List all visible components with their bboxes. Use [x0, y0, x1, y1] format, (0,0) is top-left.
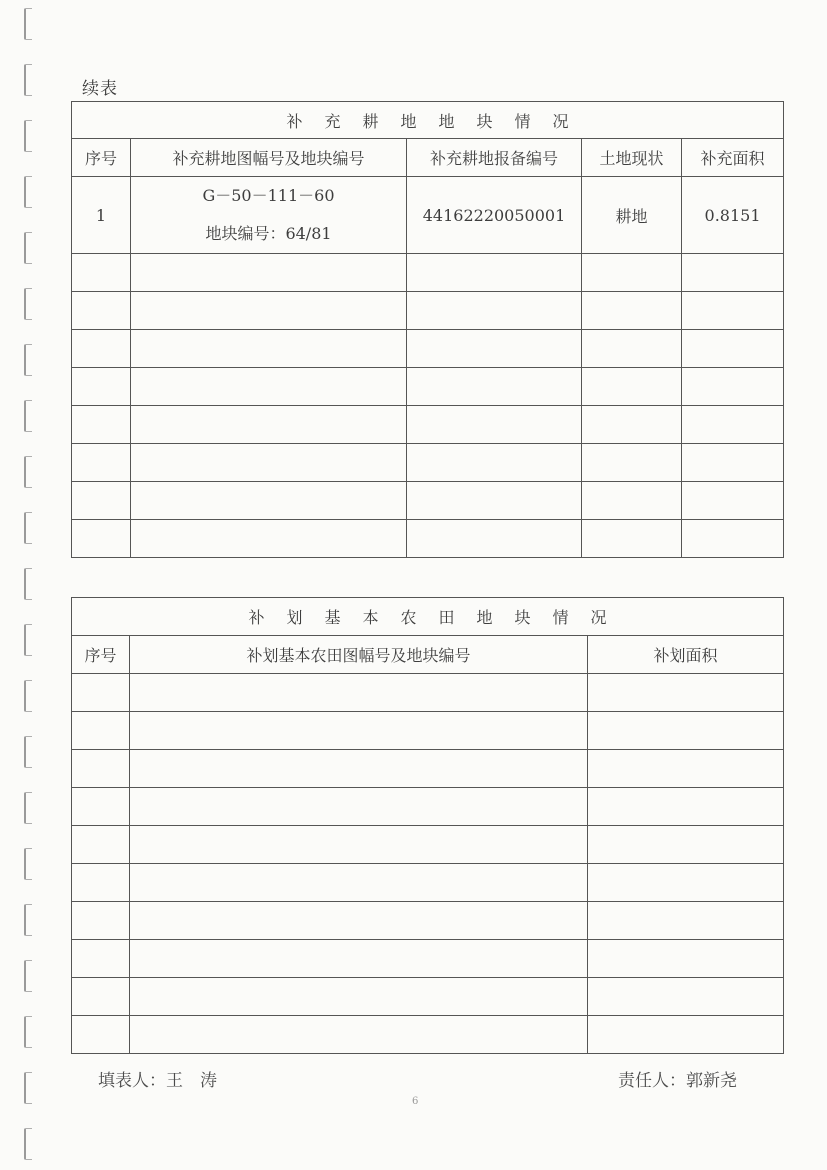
binding-ring	[24, 792, 32, 824]
table-row	[72, 330, 784, 368]
binding-margin	[18, 0, 38, 1170]
binding-ring	[24, 624, 32, 656]
binding-ring	[24, 1128, 32, 1160]
table-row	[72, 292, 784, 330]
binding-ring	[24, 904, 32, 936]
header-seq: 序号	[72, 139, 131, 177]
table-row	[72, 482, 784, 520]
binding-ring	[24, 848, 32, 880]
cell-seq: 1	[72, 177, 131, 254]
header-report-no: 补充耕地报备编号	[407, 139, 582, 177]
section-title: 补充耕地地块情况	[72, 102, 784, 139]
binding-ring	[24, 176, 32, 208]
page-label: 续表	[82, 79, 118, 99]
binding-ring	[24, 64, 32, 96]
table-row	[72, 826, 784, 864]
table-row	[72, 406, 784, 444]
binding-ring	[24, 568, 32, 600]
binding-ring	[24, 120, 32, 152]
table-row	[72, 712, 784, 750]
binding-ring	[24, 288, 32, 320]
header-area: 补划面积	[588, 636, 784, 674]
binding-ring	[24, 736, 32, 768]
table-row	[72, 520, 784, 558]
cell-land-status: 耕地	[582, 177, 682, 254]
parcel-number: 地块编号：64/81	[205, 224, 332, 243]
basic-farmland-table	[71, 597, 784, 1054]
header-seq: 序号	[72, 636, 130, 674]
table-row	[72, 978, 784, 1016]
filler-signature: 填表人：王 涛	[98, 1071, 217, 1091]
table-row	[72, 444, 784, 482]
cell-report-no: 44162220050001	[407, 177, 582, 254]
table-row	[72, 902, 784, 940]
supplementary-farmland-table	[71, 101, 784, 558]
table-row	[72, 864, 784, 902]
page-number: 6	[412, 1096, 419, 1107]
binding-ring	[24, 960, 32, 992]
cell-map-sheet	[131, 177, 407, 254]
header-map-sheet: 补划基本农田图幅号及地块编号	[130, 636, 588, 674]
binding-ring	[24, 8, 32, 40]
binding-ring	[24, 1072, 32, 1104]
cell-area: 0.8151	[682, 177, 784, 254]
table-row	[72, 788, 784, 826]
binding-ring	[24, 400, 32, 432]
table-row	[72, 254, 784, 292]
table-row	[72, 1016, 784, 1054]
binding-ring	[24, 680, 32, 712]
table-row	[72, 177, 784, 254]
table-row	[72, 940, 784, 978]
responsible-signature: 责任人：郭新尧	[618, 1071, 737, 1091]
header-map-sheet: 补充耕地图幅号及地块编号	[131, 139, 407, 177]
map-sheet-number: G－50－111－60	[202, 186, 335, 205]
binding-ring	[24, 1016, 32, 1048]
table-row	[72, 750, 784, 788]
binding-ring	[24, 232, 32, 264]
header-land-status: 土地现状	[582, 139, 682, 177]
binding-ring	[24, 456, 32, 488]
table-row	[72, 674, 784, 712]
section-title: 补划基本农田地块情况	[72, 598, 784, 636]
header-area: 补充面积	[682, 139, 784, 177]
table-row	[72, 368, 784, 406]
binding-ring	[24, 512, 32, 544]
binding-ring	[24, 344, 32, 376]
